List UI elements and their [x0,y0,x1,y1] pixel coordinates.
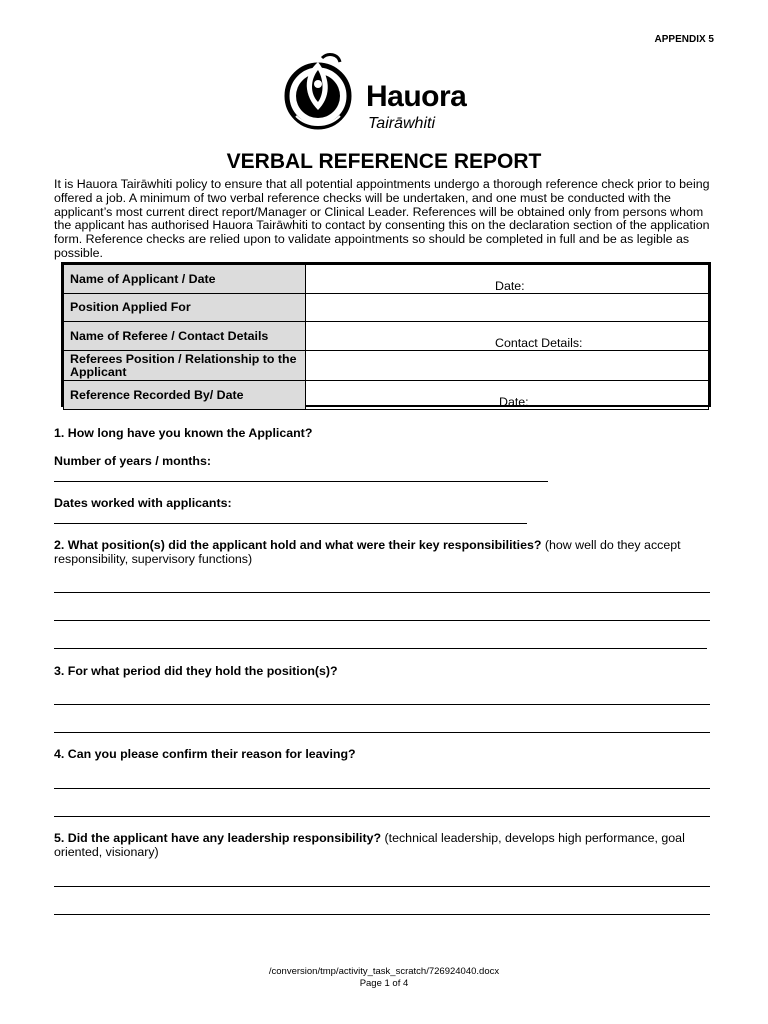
position-field[interactable] [306,294,709,322]
table-row [64,294,709,322]
footer-file-path: /conversion/tmp/activity_task_scratch/726924040.docx [268,966,500,977]
footer-page-number: Page 1 of 4 [359,978,409,989]
table-row [64,322,709,351]
question-3: 3. For what period did they hold the position(s)? [54,664,338,678]
table-row [64,265,709,294]
logo-subtitle: Tairāwhiti [368,115,435,132]
applicant-field[interactable] [306,265,709,294]
date-label: Date: [495,279,525,293]
recorded-by-field[interactable] [306,381,709,410]
row-label-relationship: Referees Position / Relationship to the Applicant [64,351,306,381]
row-label-applicant: Name of Applicant / Date [64,265,306,294]
row-label-recorded-by: Reference Recorded By/ Date [64,381,306,410]
intro-paragraph: It is Hauora Tairāwhiti policy to ensure that all potential appointments undergo a thorough reference check prior to being offered a job. A minimum of two verbal reference checks will be undertaken, and one must be conducted with the applicant’s most current direct report/Manager or Clinical Leader. References will be obtained only from persons whom the applicant has authorised Hauora Tairāwhiti to contact by consenting this on the declaration section of the application form. Reference checks are relied upon to validate appointments so should be completed in full and be as legible as possible. [54,177,710,260]
question-1-dates: Dates worked with applicants: [54,496,232,510]
answer-line[interactable] [54,914,710,915]
question-4: 4. Can you please confirm their reason for leaving? [54,747,356,761]
question-5: 5. Did the applicant have any leadership responsibility? (technical leadership, develops high performance, goal oriented, visionary) [54,831,685,859]
relationship-field[interactable] [306,351,709,381]
answer-line[interactable] [54,481,548,482]
answer-line[interactable] [54,788,710,789]
question-1: 1. How long have you known the Applicant? [54,426,313,440]
row-label-position: Position Applied For [64,294,306,322]
answer-line[interactable] [54,886,710,887]
row-label-referee: Name of Referee / Contact Details [64,322,306,351]
table-row [64,381,709,410]
logo-wordmark: Hauora [366,80,467,113]
answer-line[interactable] [54,523,527,524]
question-2: 2. What position(s) did the applicant hold and what were their key responsibilities? (how well do they accept responsibility, supervisory functions) [54,538,681,566]
referee-field[interactable] [306,322,709,351]
answer-line[interactable] [54,620,710,621]
contact-details-label: Contact Details: [495,336,583,350]
question-1-years: Number of years / months: [54,454,211,468]
answer-line[interactable] [54,816,710,817]
answer-line[interactable] [54,704,710,705]
answer-line[interactable] [54,648,707,649]
answer-line[interactable] [54,732,710,733]
page-title: VERBAL REFERENCE REPORT [226,150,542,173]
details-table [61,262,711,407]
appendix-label: APPENDIX 5 [654,34,714,45]
answer-line[interactable] [54,592,710,593]
date-label: Date: [499,395,529,409]
table-row [64,351,709,381]
